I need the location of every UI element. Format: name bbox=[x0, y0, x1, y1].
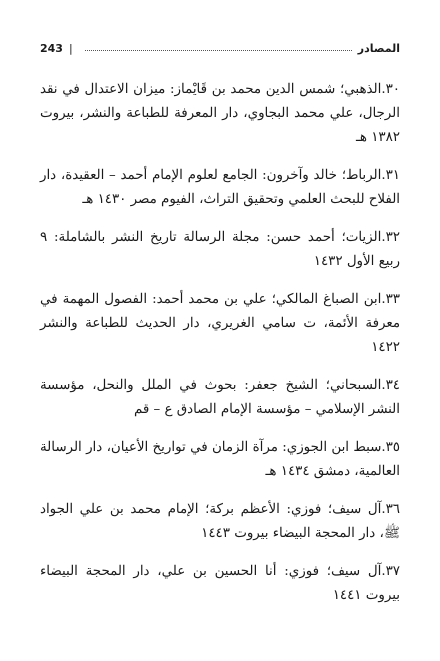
reference-number: ٣٥. bbox=[381, 440, 400, 455]
reference-number: ٣٢. bbox=[381, 230, 400, 245]
reference-text: السبحاني؛ الشيخ جعفر: بحوث في الملل والنحل، مؤسسة النشر الإسلامي – مؤسسة الإمام الصادق ع – قم bbox=[40, 378, 400, 417]
reference-text: الزيات؛ أحمد حسن: مجلة الرسالة تاريخ النشر بالشاملة: ٩ ربيع الأول ١٤٣٢ bbox=[40, 230, 400, 269]
reference-text: ابن الصباغ المالكي؛ علي بن محمد أحمد: الفصول المهمة في معرفة الأئمة، ت سامي الغريري، دار الحديث للطباعة والنشر ١٤٢٢ bbox=[40, 292, 400, 355]
reference-number: ٣٧. bbox=[381, 564, 400, 579]
reference-item bbox=[40, 560, 400, 608]
references-list bbox=[40, 78, 400, 622]
reference-text: سبط ابن الجوزي: مرآة الزمان في تواريخ الأعيان، دار الرسالة العالمية، دمشق ١٤٣٤ هـ bbox=[40, 440, 400, 479]
reference-number: ٣٠. bbox=[381, 82, 400, 97]
page-header bbox=[40, 38, 400, 58]
dotted-leader bbox=[85, 50, 352, 51]
reference-item bbox=[40, 226, 400, 274]
reference-number: ٣٤. bbox=[381, 378, 400, 393]
reference-item bbox=[40, 164, 400, 212]
reference-text: الذهبي؛ شمس الدين محمد بن قَايْماز: ميزان الاعتدال في نقد الرجال، علي محمد البجاوي، دار المعرفة للطباعة والنشر، بيروت ١٣٨٢ هـ bbox=[40, 82, 400, 145]
reference-text: الرباط؛ خالد وآخرون: الجامع لعلوم الإمام أحمد – العقيدة، دار الفلاح للبحث العلمي وتحقيق التراث، الفيوم مصر ١٤٣٠ هـ bbox=[40, 168, 400, 207]
page-number: 243 bbox=[40, 41, 63, 55]
reference-number: ٣٦. bbox=[381, 502, 400, 517]
reference-item bbox=[40, 498, 400, 546]
reference-number: ٣٣. bbox=[381, 292, 400, 307]
header-separator: | bbox=[68, 41, 73, 55]
reference-item bbox=[40, 288, 400, 360]
reference-item bbox=[40, 436, 400, 484]
reference-text: آل سيف؛ فوزي: أنا الحسين بن علي، دار المحجة البيضاء بيروت ١٤٤١ bbox=[40, 564, 400, 603]
reference-number: ٣١. bbox=[381, 168, 400, 183]
reference-item bbox=[40, 78, 400, 150]
section-title: المصادر bbox=[357, 41, 400, 55]
reference-text: آل سيف؛ فوزي: الأعظم بركة؛ الإمام محمد بن علي الجواد ﷺ، دار المحجة البيضاء بيروت ١٤٤٣ bbox=[40, 502, 400, 541]
reference-item bbox=[40, 374, 400, 422]
